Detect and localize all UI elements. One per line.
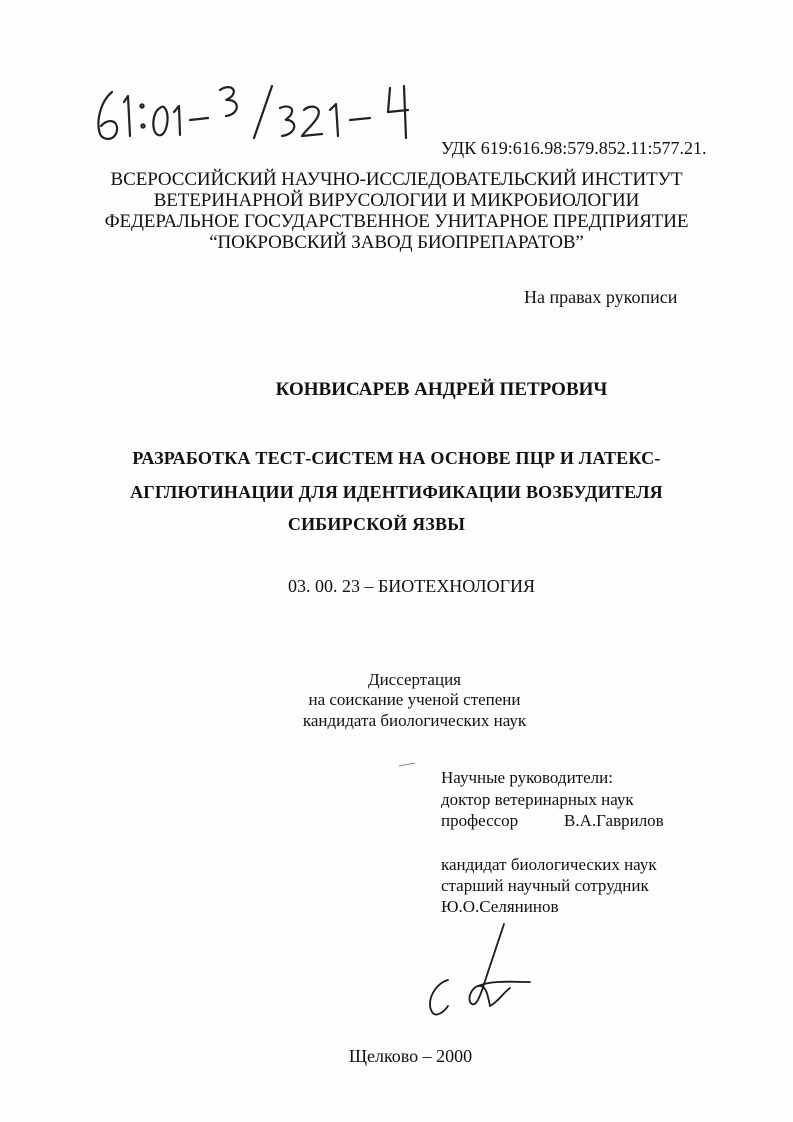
signature-icon (418, 922, 548, 1022)
degree-line-2: на соискание ученой степени (308, 690, 521, 709)
supervisor-1-rank: профессор (441, 811, 519, 830)
supervisor-2-name: Ю.О.Селянинов (441, 897, 559, 916)
udk-code: УДК 619:616.98:579.852.11:577.21. (441, 138, 707, 158)
city-year: Щелково – 2000 (348, 1046, 473, 1066)
handwritten-registry-number (90, 78, 450, 148)
institution-line-1: ВСЕРОССИЙСКИЙ НАУЧНО-ИССЛЕДОВАТЕЛЬСКИЙ ИНСТИТУТ (110, 169, 683, 190)
supervisor-1-name: В.А.Гаврилов (564, 811, 664, 830)
institution-line-4: “ПОКРОВСКИЙ ЗАВОД БИОПРЕПАРАТОВ” (209, 232, 584, 253)
specialty-code: 03. 00. 23 – БИОТЕХНОЛОГИЯ (287, 576, 536, 596)
institution-line-3: ФЕДЕРАЛЬНОЕ ГОСУДАРСТВЕННОЕ УНИТАРНОЕ ПРЕДПРИЯТИЕ (104, 211, 689, 232)
supervisor-1-degree: доктор ветеринарных наук (441, 790, 634, 809)
institution-line-2: ВЕТЕРИНАРНОЙ ВИРУСОЛОГИИ И МИКРОБИОЛОГИИ (153, 190, 640, 211)
degree-line-3: кандидата биологических наук (302, 711, 527, 730)
stray-mark (398, 762, 418, 768)
supervisor-2-rank: старший научный сотрудник (441, 876, 649, 895)
degree-line-1: Диссертация (367, 670, 461, 689)
title-line-1: РАЗРАБОТКА ТЕСТ-СИСТЕМ НА ОСНОВЕ ПЦР И ЛАТЕКС- (132, 448, 661, 468)
title-line-2: АГГЛЮТИНАЦИИ ДЛЯ ИДЕНТИФИКАЦИИ ВОЗБУДИТЕЛЯ (130, 482, 663, 502)
title-line-3: СИБИРСКОЙ ЯЗВЫ (287, 514, 466, 534)
manuscript-rights-note: На правах рукописи (524, 287, 678, 307)
supervisor-2-degree: кандидат биологических наук (441, 855, 657, 874)
author-name: КОНВИСАРЕВ АНДРЕЙ ПЕТРОВИЧ (275, 379, 608, 400)
supervisors-heading: Научные руководители: (441, 768, 613, 787)
